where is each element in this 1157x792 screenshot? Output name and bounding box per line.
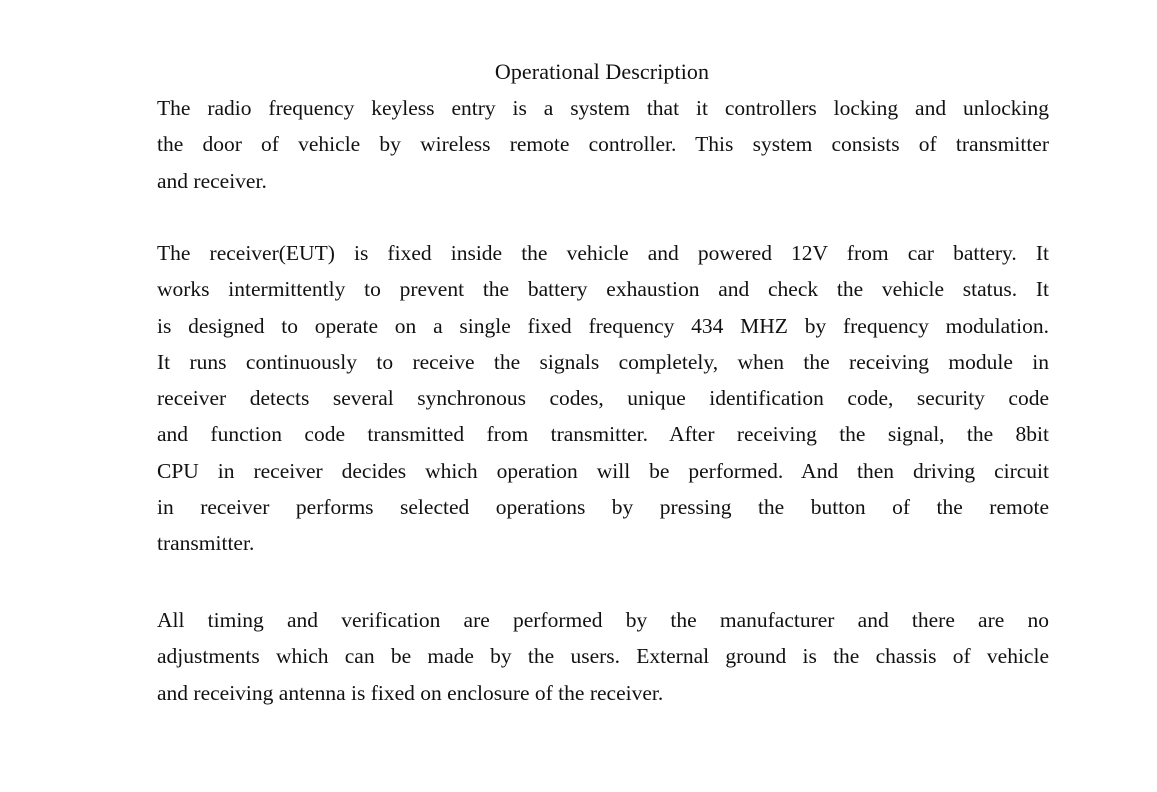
text-line: The radio frequency keyless entry is a system that it controllers locking and unlocking <box>157 96 1049 120</box>
text-line: All timing and verification are performed by the manufacturer and there are no <box>157 608 1049 632</box>
text-line: and receiver. <box>157 168 267 193</box>
paragraph-3 <box>157 602 1049 711</box>
text-line: transmitter. <box>157 531 255 556</box>
paragraph-2 <box>157 235 1049 562</box>
text-line: is designed to operate on a single fixed frequency 434 MHZ by frequency modulation. <box>157 313 1049 338</box>
document-title: Operational Description <box>494 59 710 84</box>
text-line: CPU in receiver decides which operation will be performed. And then driving circuit <box>157 458 1049 483</box>
text-line: works intermittently to prevent the battery exhaustion and check the vehicle status. It <box>157 277 1049 302</box>
text-line: the door of vehicle by wireless remote controller. This system consists of transmitter <box>157 132 1049 157</box>
text-line: adjustments which can be made by the users. External ground is the chassis of vehicle <box>157 644 1049 669</box>
text-line: The receiver(EUT) is fixed inside the vehicle and powered 12V from car battery. It <box>157 241 1049 265</box>
text-line: receiver detects several synchronous codes, unique identification code, security code <box>157 386 1049 411</box>
text-line: It runs continuously to receive the signals completely, when the receiving module in <box>157 349 1049 374</box>
text-line: in receiver performs selected operations by pressing the button of the remote <box>157 495 1049 520</box>
paragraph-1 <box>157 90 1049 199</box>
text-line: and receiving antenna is fixed on enclosure of the receiver. <box>157 680 664 705</box>
text-line: and function code transmitted from transmitter. After receiving the signal, the 8bit <box>157 422 1049 447</box>
